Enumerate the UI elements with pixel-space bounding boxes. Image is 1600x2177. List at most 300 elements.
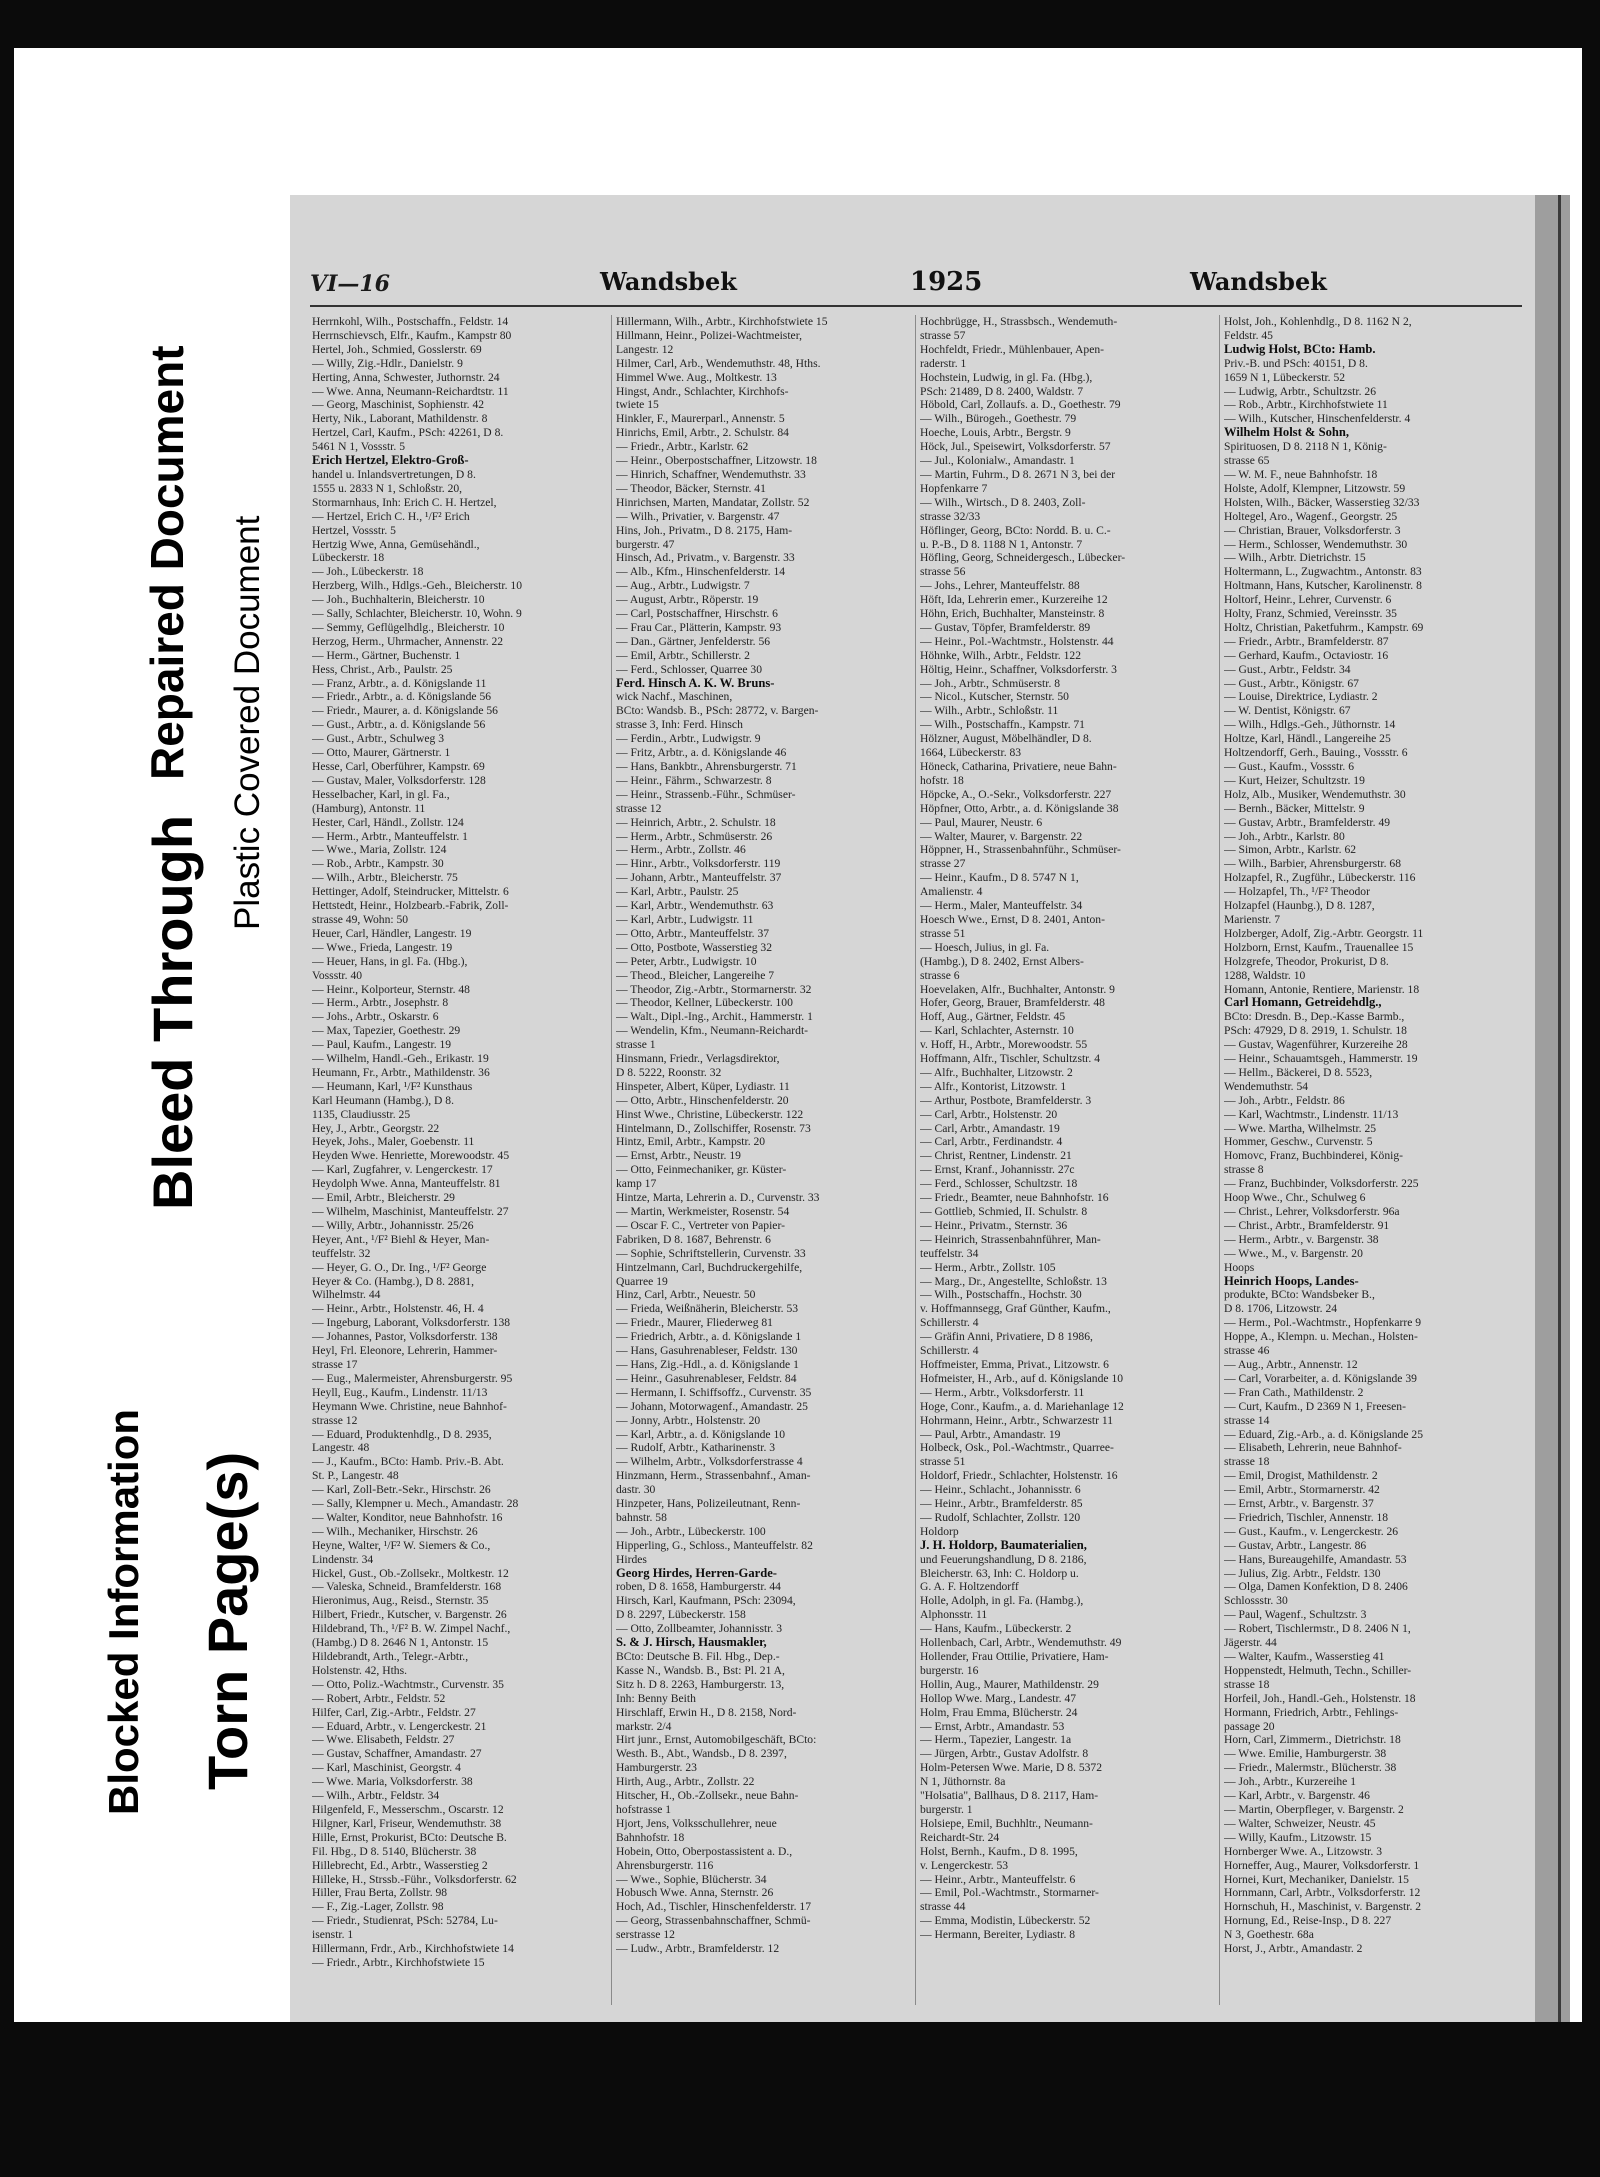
- directory-entry-line: (Hamburg), Antonstr. 11: [312, 801, 426, 815]
- directory-entry-line: — Wilh., Postschaffn., Kampstr. 71: [920, 718, 1085, 732]
- directory-entry-line: Hinrichsen, Marten, Mandatar, Zollstr. 52: [616, 495, 810, 509]
- directory-entry-line: — Jul., Kolonialw., Amandastr. 1: [920, 454, 1075, 468]
- directory-entry-line: — Carl, Arbtr., Holstenstr. 20: [920, 1107, 1058, 1121]
- directory-entry-line: Hille, Ernst, Prokurist, BCto: Deutsche B.: [312, 1830, 507, 1844]
- directory-entry-line: kamp 17: [616, 1177, 657, 1191]
- directory-entry-line: Hoffmann, Alfr., Tischler, Schultzstr. 4: [920, 1052, 1100, 1066]
- directory-entry-line: — Friedr., Arbtr., Kirchhofstwiete 15: [312, 1955, 485, 1969]
- directory-entry-line: Georg Hirdes, Herren-Garde-: [616, 1566, 777, 1580]
- directory-entry-line: — Gottlieb, Schmied, II. Schulstr. 8: [920, 1205, 1088, 1218]
- directory-entry-line: — Otto, Zollbeamter, Johannisstr. 3: [616, 1622, 783, 1636]
- directory-entry-line: Hintzelmann, Carl, Buchdruckergehilfe,: [616, 1260, 803, 1274]
- directory-entry-line: — Karl, Zugfahrer, v. Lengerckestr. 17: [312, 1163, 493, 1177]
- directory-entry-line: — Sally, Klempner u. Mech., Amandastr. 28: [312, 1497, 519, 1511]
- directory-entry-line: Langestr. 12: [616, 342, 674, 356]
- directory-entry-line: Holtegel, Aro., Wagenf., Georgstr. 25: [1224, 509, 1398, 523]
- directory-entry-line: — Herm., Arbtr., Josephstr. 8: [312, 996, 449, 1010]
- directory-entry-line: Hirschlaff, Erwin H., D 8. 2158, Nord-: [616, 1705, 797, 1719]
- directory-entry-line: — Curt, Kaufm., D 2369 N 1, Freesen-: [1224, 1399, 1406, 1413]
- directory-entry-line: Schillerstr. 4: [920, 1344, 979, 1358]
- directory-entry-line: — Ernst, Kranf., Johannisstr. 27c: [920, 1163, 1075, 1177]
- directory-entry-line: — Rob., Arbtr., Kirchhofstwiete 11: [1224, 398, 1388, 412]
- directory-entry-line: — Sophie, Schriftstellerin, Curvenstr. 33: [616, 1246, 806, 1260]
- directory-entry-line: Höhn, Erich, Buchhalter, Mansteinstr. 8: [920, 607, 1105, 621]
- directory-entry-line: strasse 18: [1224, 1677, 1270, 1691]
- directory-entry-line: Herrnkohl, Wilh., Postschaffn., Feldstr. 14: [312, 315, 509, 328]
- directory-entry-line: — Heinr., Arbtr., Holstenstr. 46, H. 4: [312, 1302, 484, 1316]
- directory-entry-line: handel u. Inlandsvertretungen, D 8.: [312, 467, 476, 481]
- directory-entry-line: — Wwe. Anna, Neumann-Reichardtstr. 11: [312, 384, 509, 398]
- directory-entry-line: — Hans, Bureaugehilfe, Amandastr. 53: [1224, 1552, 1407, 1566]
- directory-entry-line: Quarree 19: [616, 1274, 668, 1288]
- directory-entry-line: Höft, Ida, Lehrerin emer., Kurzereihe 12: [920, 593, 1108, 607]
- directory-entry-line: Lübeckerstr. 18: [312, 551, 385, 565]
- column-divider: [611, 315, 612, 2005]
- label-plastic-covered: Plastic Covered Document: [228, 515, 267, 930]
- directory-entry-line: — Hans, Zig.-Hdl., a. d. Königslande 1: [616, 1357, 799, 1371]
- directory-entry-line: Sitz h. D 8. 2263, Hamburgerstr. 13,: [616, 1677, 785, 1691]
- directory-entry-line: Westh. B., Abt., Wandsb., D 8. 2397,: [616, 1747, 787, 1761]
- directory-entry-line: Hilleke, H., Strssb.-Führ., Volksdorferstr. 62: [312, 1872, 517, 1886]
- directory-entry-line: — Karl, Arbtr., a. d. Königslande 10: [616, 1427, 786, 1441]
- directory-entry-line: — Walter, Konditor, neue Bahnhofstr. 16: [312, 1510, 503, 1524]
- directory-entry-line: Hintelmann, D., Zollschiffer, Rosenstr. 73: [616, 1121, 811, 1135]
- directory-entry-line: Hornei, Kurt, Mechaniker, Danielstr. 15: [1224, 1872, 1409, 1886]
- directory-entry-line: — Karl, Wachtmstr., Lindenstr. 11/13: [1224, 1107, 1399, 1121]
- directory-entry-line: burgerstr. 1: [920, 1802, 973, 1816]
- directory-entry-line: strasse 49, Wohn: 50: [312, 912, 409, 926]
- directory-entry-line: Hohrmann, Heinr., Arbtr., Schwarzestr 11: [920, 1413, 1114, 1427]
- directory-entry-line: — Heinrich, Strassenbahnführer, Man-: [920, 1232, 1101, 1246]
- directory-entry-line: Hillmann, Heinr., Polizei-Wachtmeister,: [616, 328, 802, 342]
- directory-entry-line: Schillerstr. 4: [920, 1316, 979, 1330]
- directory-entry-line: Hollenbach, Carl, Arbtr., Wendemuthstr. 49: [920, 1636, 1122, 1650]
- directory-entry-line: — Joh., Arbtr., Feldstr. 86: [1224, 1093, 1345, 1107]
- directory-entry-line: D 8. 2297, Lübeckerstr. 158: [616, 1608, 746, 1622]
- directory-entry-line: — Ludwig, Arbtr., Schultzstr. 26: [1224, 384, 1377, 398]
- directory-entry-line: hofstr. 18: [920, 773, 964, 787]
- page-gutter-shadow: [1535, 195, 1570, 2023]
- directory-entry-line: Lindenstr. 34: [312, 1552, 374, 1566]
- directory-entry-line: (Hambg.) D 8. 2646 N 1, Antonstr. 15: [312, 1636, 489, 1650]
- directory-column-2: [616, 315, 910, 2005]
- directory-entry-line: Kasse N., Wandsb. B., Bst: Pl. 21 A,: [616, 1663, 785, 1677]
- directory-entry-line: Höpcke, A., O.-Sekr., Volksdorferstr. 227: [920, 787, 1112, 801]
- directory-entry-line: — Eug., Malermeister, Ahrensburgerstr. 95: [312, 1371, 513, 1385]
- directory-entry-line: strasse 56: [920, 565, 966, 579]
- directory-entry-line: — Wilhelm, Arbtr., Volksdorferstrasse 4: [616, 1455, 803, 1469]
- directory-entry-line: passage 20: [1224, 1719, 1275, 1733]
- directory-entry-line: Feldstr. 45: [1224, 328, 1273, 342]
- directory-entry-line: 1288, Waldstr. 10: [1224, 968, 1306, 982]
- directory-entry-line: — Karl, Schlachter, Asternstr. 10: [920, 1024, 1074, 1038]
- directory-entry-line: — Rob., Arbtr., Kampstr. 30: [312, 857, 444, 871]
- directory-entry-line: — Alb., Kfm., Hinschenfelderstr. 14: [616, 565, 786, 579]
- directory-entry-line: strasse 8: [1224, 1163, 1264, 1177]
- directory-entry-line: Horst, J., Arbtr., Amandastr. 2: [1224, 1942, 1363, 1956]
- directory-entry-line: — Friedr., Maurer, Fliederweg 81: [616, 1316, 773, 1330]
- directory-entry-line: — Hellm., Bäckerei, D 8. 5523,: [1224, 1065, 1373, 1079]
- directory-entry-line: Horfeil, Joh., Handl.-Geh., Holstenstr. 18: [1224, 1691, 1416, 1705]
- directory-entry-line: Hollin, Aug., Maurer, Mathildenstr. 29: [920, 1677, 1099, 1691]
- column-divider: [915, 315, 916, 2005]
- directory-entry-line: — J., Kaufm., BCto: Hamb. Priv.-B. Abt.: [312, 1455, 504, 1469]
- directory-entry-line: — Joh., Arbtr., Schmüserstr. 8: [920, 676, 1061, 690]
- directory-entry-line: Stormarnhaus, Inh: Erich C. H. Hertzel,: [312, 495, 497, 509]
- directory-entry-line: — Wwe. Elisabeth, Feldstr. 27: [312, 1733, 455, 1747]
- directory-entry-line: Schlossstr. 30: [1224, 1594, 1288, 1608]
- directory-entry-line: — Wendelin, Kfm., Neumann-Reichardt-: [616, 1024, 809, 1038]
- directory-entry-line: Holzapfel, R., Zugführ., Lübeckerstr. 116: [1224, 871, 1416, 885]
- directory-entry-line: — Wilh., Arbtr., Schloßstr. 11: [920, 704, 1059, 718]
- directory-entry-line: wick Nachf., Maschinen,: [616, 690, 733, 704]
- directory-entry-line: — Carl, Vorarbeiter, a. d. Königslande 39: [1224, 1371, 1417, 1385]
- directory-entry-line: — Walt., Dipl.-Ing., Archit., Hammerstr. 1: [616, 1010, 813, 1024]
- directory-entry-line: D 8. 5222, Roonstr. 32: [616, 1065, 722, 1079]
- directory-entry-line: — Otto, Feinmechaniker, gr. Küster-: [616, 1163, 787, 1177]
- directory-entry-line: Hillermann, Frdr., Arb., Kirchhofstwiete 14: [312, 1942, 514, 1956]
- directory-entry-line: — Heinr., Pol.-Wachtmstr., Holstenstr. 44: [920, 634, 1114, 648]
- directory-entry-line: — Ernst, Arbtr., Neustr. 19: [616, 1149, 741, 1163]
- directory-entry-line: — Jonny, Arbtr., Holstenstr. 20: [616, 1413, 761, 1427]
- directory-entry-line: Holzborn, Ernst, Kaufm., Trauenallee 15: [1224, 940, 1414, 954]
- directory-entry-line: — Martin, Werkmeister, Rosenstr. 54: [616, 1205, 790, 1218]
- directory-entry-line: — Wilh., Kutscher, Hinschenfelderstr. 4: [1224, 412, 1411, 426]
- directory-entry-line: Holst, Joh., Kohlenhdlg., D 8. 1162 N 2,: [1224, 315, 1412, 328]
- directory-entry-line: Hinzpeter, Hans, Polizeileutnant, Renn-: [616, 1497, 801, 1511]
- directory-entry-line: — Otto, Postbote, Wasserstieg 32: [616, 940, 773, 954]
- directory-entry-line: — Jürgen, Arbtr., Gustav Adolfstr. 8: [920, 1747, 1089, 1761]
- directory-entry-line: — Johann, Arbtr., Manteuffelstr. 37: [616, 871, 782, 885]
- directory-entry-line: — F., Zig.-Lager, Zollstr. 98: [312, 1900, 444, 1914]
- directory-entry-line: Hofmeister, H., Arb., auf d. Königslande 10: [920, 1371, 1124, 1385]
- directory-entry-line: Holtz, Christian, Paketfuhrm., Kampstr. 69: [1224, 620, 1424, 634]
- directory-entry-line: Hilbert, Friedr., Kutscher, v. Bargenstr. 26: [312, 1608, 507, 1622]
- directory-entry-line: — Friedrich, Tischler, Annenstr. 18: [1224, 1510, 1389, 1524]
- directory-entry-line: Hintz, Emil, Arbtr., Kampstr. 20: [616, 1135, 766, 1149]
- directory-entry-line: — Eduard, Arbtr., v. Lengerckestr. 21: [312, 1719, 487, 1733]
- directory-entry-line: — Emil, Pol.-Wachtmstr., Stormarner-: [920, 1886, 1099, 1900]
- directory-entry-line: — Otto, Arbtr., Manteuffelstr. 37: [616, 926, 770, 940]
- directory-entry-line: — Heinr., Kaufm., D 8. 5747 N 1,: [920, 871, 1079, 885]
- directory-entry-line: strasse 57: [920, 328, 966, 342]
- directory-entry-line: twiete 15: [616, 398, 659, 412]
- directory-column-4: [1224, 315, 1518, 2005]
- directory-entry-line: — Karl, Maschinist, Georgstr. 4: [312, 1761, 461, 1775]
- directory-entry-line: strasse 32/33: [920, 509, 981, 523]
- directory-entry-line: Hinst Wwe., Christine, Lübeckerstr. 122: [616, 1107, 804, 1121]
- directory-entry-line: — Heinr., Strassenb.-Führ., Schmüser-: [616, 787, 796, 801]
- directory-entry-line: Herzog, Herm., Uhrmacher, Annenstr. 22: [312, 634, 504, 648]
- directory-entry-line: D 8. 1706, Litzowstr. 24: [1224, 1302, 1338, 1316]
- directory-entry-line: — Herm., Gärtner, Buchenstr. 1: [312, 648, 461, 662]
- directory-entry-line: — Rudolf, Arbtr., Katharinenstr. 3: [616, 1441, 776, 1455]
- directory-entry-line: — Gust., Arbtr., Königstr. 67: [1224, 676, 1359, 690]
- directory-entry-line: — Christ., Lehrer, Volksdorferstr. 96a: [1224, 1205, 1400, 1218]
- directory-entry-line: Hertel, Joh., Schmied, Gosslerstr. 69: [312, 342, 482, 356]
- directory-entry-line: — Paul, Kaufm., Langestr. 19: [312, 1038, 452, 1052]
- directory-entry-line: Hoop Wwe., Chr., Schulweg 6: [1224, 1191, 1366, 1205]
- directory-entry-line: — Peter, Arbtr., Ludwigstr. 10: [616, 954, 757, 968]
- directory-entry-line: Holste, Adolf, Klempner, Litzowstr. 59: [1224, 481, 1406, 495]
- directory-entry-line: — Sally, Schlachter, Bleicherstr. 10, Wohn. 9: [312, 607, 522, 621]
- directory-entry-line: Hilgner, Karl, Friseur, Wendemuthstr. 38: [312, 1816, 502, 1830]
- directory-entry-line: Holdorp: [920, 1524, 959, 1538]
- directory-entry-line: Hilmer, Carl, Arb., Wendemuthstr. 48, Hths.: [616, 356, 821, 370]
- directory-entry-line: Herzberg, Wilh., Hdlgs.-Geh., Bleicherstr. 10: [312, 579, 523, 593]
- directory-entry-line: Hinsmann, Friedr., Verlagsdirektor,: [616, 1052, 780, 1066]
- directory-entry-line: — Herm., Maler, Manteuffelstr. 34: [920, 899, 1083, 913]
- directory-entry-line: — Karl, Zoll-Betr.-Sekr., Hirschstr. 26: [312, 1483, 491, 1497]
- directory-entry-line: — Emil, Arbtr., Schillerstr. 2: [616, 648, 750, 662]
- directory-entry-line: strasse 27: [920, 857, 966, 871]
- directory-entry-line: — Heinr., Gasuhrenableser, Feldstr. 84: [616, 1371, 797, 1385]
- directory-entry-line: Hingst, Andr., Schlachter, Kirchhofs-: [616, 384, 789, 398]
- directory-entry-line: — W. Dentist, Königstr. 67: [1224, 704, 1351, 718]
- page-header: [310, 265, 1522, 307]
- directory-entry-line: Hiller, Frau Berta, Zollstr. 98: [312, 1886, 448, 1900]
- directory-entry-line: — Kurt, Heizer, Schultzstr. 19: [1224, 773, 1365, 787]
- directory-entry-line: — Max, Tapezier, Goethestr. 29: [312, 1024, 461, 1038]
- directory-entry-line: Hertzig Wwe, Anna, Gemüsehändl.,: [312, 537, 480, 551]
- directory-entry-line: Heyer & Co. (Hambg.), D 8. 2881,: [312, 1274, 474, 1288]
- directory-entry-line: — Wwe., Frieda, Langestr. 19: [312, 940, 453, 954]
- directory-entry-line: — Hinr., Arbtr., Volksdorferstr. 119: [616, 857, 781, 871]
- directory-entry-line: strasse 46: [1224, 1344, 1270, 1358]
- directory-entry-line: strasse 44: [920, 1900, 966, 1914]
- directory-entry-line: — Joh., Lübeckerstr. 18: [312, 565, 424, 579]
- directory-entry-line: Erich Hertzel, Elektro-Groß-: [312, 454, 469, 468]
- directory-entry-line: N 1, Jüthornstr. 8a: [920, 1775, 1006, 1789]
- scan-border-bottom: [0, 2022, 1600, 2177]
- directory-entry-line: — Willy, Kaufm., Litzowstr. 15: [1224, 1830, 1372, 1844]
- directory-entry-line: Homann, Antonie, Rentiere, Marienstr. 18: [1224, 982, 1420, 996]
- directory-entry-line: Hoops: [1224, 1260, 1255, 1274]
- directory-entry-line: Hettinger, Adolf, Steindrucker, Mittelstr. 6: [312, 885, 509, 899]
- directory-entry-line: burgerstr. 47: [616, 537, 675, 551]
- directory-entry-line: — Gustav, Arbtr., Bramfelderstr. 49: [1224, 815, 1391, 829]
- directory-entry-line: — Christ., Arbtr., Bramfelderstr. 91: [1224, 1218, 1390, 1232]
- directory-entry-line: Herting, Anna, Schwester, Juthornstr. 24: [312, 370, 500, 384]
- directory-entry-line: Holtmann, Hans, Kutscher, Karolinenstr. 8: [1224, 579, 1422, 593]
- directory-entry-line: — Wilh., Privatier, v. Bargenstr. 47: [616, 509, 780, 523]
- directory-entry-line: — Fran Cath., Mathildenstr. 2: [1224, 1385, 1364, 1399]
- directory-entry-line: — Franz, Arbtr., a. d. Königslande 11: [312, 676, 487, 690]
- directory-entry-line: Höflinger, Georg, BCto: Nordd. B. u. C.-: [920, 523, 1111, 537]
- directory-entry-line: Holle, Adolph, in gl. Fa. (Hambg.),: [920, 1594, 1084, 1608]
- directory-entry-line: Hickel, Gust., Ob.-Zollsekr., Moltkestr. 12: [312, 1566, 509, 1580]
- directory-entry-line: Hoeche, Louis, Arbtr., Bergstr. 9: [920, 426, 1071, 440]
- directory-entry-line: Hesselbacher, Karl, in gl. Fa.,: [312, 787, 450, 801]
- directory-entry-line: — Wwe., M., v. Bargenstr. 20: [1224, 1246, 1363, 1260]
- directory-entry-line: BCto: Deutsche B. Fil. Hbg., Dep.-: [616, 1650, 780, 1663]
- directory-entry-line: Hintze, Marta, Lehrerin a. D., Curvenstr. 33: [616, 1191, 820, 1205]
- directory-entry-line: — Paul, Wagenf., Schultzstr. 3: [1224, 1608, 1367, 1622]
- directory-entry-line: — Gräfin Anni, Privatiere, D 8 1986,: [920, 1330, 1093, 1344]
- directory-entry-line: — Christian, Brauer, Volksdorferstr. 3: [1224, 523, 1401, 537]
- directory-entry-line: S. & J. Hirsch, Hausmakler,: [616, 1636, 767, 1650]
- directory-entry-line: 1135, Claudiusstr. 25: [312, 1107, 411, 1121]
- directory-entry-line: — Hans, Kaufm., Lübeckerstr. 2: [920, 1622, 1072, 1636]
- directory-entry-line: — Emil, Drogist, Mathildenstr. 2: [1224, 1469, 1378, 1483]
- directory-entry-line: — Wwe. Martha, Wilhelmstr. 25: [1224, 1121, 1377, 1135]
- directory-entry-line: — Karl, Arbtr., Ludwigstr. 11: [616, 912, 754, 926]
- directory-entry-line: — Walter, Kaufm., Wasserstieg 41: [1224, 1650, 1385, 1663]
- directory-entry-line: Holtorf, Heinr., Lehrer, Curvenstr. 6: [1224, 593, 1392, 607]
- directory-entry-line: — Aug., Arbtr., Annenstr. 12: [1224, 1357, 1358, 1371]
- directory-entry-line: Hoesch Wwe., Ernst, D 8. 2401, Anton-: [920, 912, 1105, 926]
- directory-entry-line: Hirdes: [616, 1552, 647, 1566]
- directory-entry-line: — Paul, Arbtr., Amandastr. 19: [920, 1427, 1061, 1441]
- directory-entry-line: — Julius, Zig. Arbtr., Feldstr. 130: [1224, 1566, 1381, 1580]
- directory-entry-line: Heyll, Eug., Kaufm., Lindenstr. 11/13: [312, 1385, 488, 1399]
- directory-entry-line: Heymann Wwe. Christine, neue Bahnhof-: [312, 1399, 507, 1413]
- directory-entry-line: Ahrensburgerstr. 116: [616, 1858, 714, 1872]
- directory-entry-line: Hertzel, Carl, Kaufm., PSch: 42261, D 8.: [312, 426, 504, 440]
- directory-entry-line: Priv.-B. und PSch: 40151, D 8.: [1224, 356, 1368, 370]
- directory-entry-line: N 3, Goethestr. 68a: [1224, 1928, 1314, 1942]
- directory-entry-line: Hornberger Wwe. A., Litzowstr. 3: [1224, 1844, 1382, 1858]
- directory-entry-line: Hoffmeister, Emma, Privat., Litzowstr. 6: [920, 1357, 1109, 1371]
- directory-entry-line: — Otto, Arbtr., Hinschenfelderstr. 20: [616, 1093, 789, 1107]
- directory-entry-line: — August, Arbtr., Röperstr. 19: [616, 593, 759, 607]
- directory-entry-line: Fabriken, D 8. 1687, Behrenstr. 6: [616, 1232, 771, 1246]
- directory-entry-line: Hobusch Wwe. Anna, Sternstr. 26: [616, 1886, 774, 1900]
- directory-entry-line: Höpfner, Otto, Arbtr., a. d. Königslande 38: [920, 801, 1119, 815]
- directory-entry-line: Hillebrecht, Ed., Arbtr., Wasserstieg 2: [312, 1858, 488, 1872]
- directory-entry-line: Hieronimus, Aug., Reisd., Sternstr. 35: [312, 1594, 489, 1608]
- directory-entry-line: — Wwe. Maria, Volksdorferstr. 38: [312, 1775, 473, 1789]
- directory-entry-line: — Theodor, Zig.-Arbtr., Stormarnerstr. 32: [616, 982, 812, 996]
- directory-entry-line: — Willy, Zig.-Hdlr., Danielstr. 9: [312, 356, 463, 370]
- directory-entry-line: Wilhelm Holst & Sohn,: [1224, 426, 1350, 440]
- directory-entry-line: — Carl, Postschaffner, Hirschstr. 6: [616, 607, 778, 621]
- directory-entry-line: Holm-Petersen Wwe. Marie, D 8. 5372: [920, 1761, 1103, 1775]
- directory-entry-line: Hochstein, Ludwig, in gl. Fa. (Hbg.),: [920, 370, 1093, 384]
- header-left-title: Wandsbek: [600, 267, 737, 296]
- directory-entry-line: — Theodor, Bäcker, Sternstr. 41: [616, 481, 766, 495]
- directory-entry-line: PSch: 47929, D 8. 2919, 1. Schulstr. 18: [1224, 1024, 1407, 1038]
- directory-entry-line: Heinrich Hoops, Landes-: [1224, 1274, 1359, 1288]
- directory-entry-line: Hopfenkarre 7: [920, 481, 988, 495]
- directory-entry-line: Höbold, Carl, Zollaufs. a. D., Goethestr. 79: [920, 398, 1121, 412]
- directory-entry-line: Fil. Hbg., D 8. 5140, Blücherstr. 38: [312, 1844, 477, 1858]
- directory-entry-line: — Bernh., Bäcker, Mittelstr. 9: [1224, 801, 1365, 815]
- directory-entry-line: Wendemuthstr. 54: [1224, 1079, 1309, 1093]
- directory-entry-line: Hinz, Carl, Arbtr., Neuestr. 50: [616, 1288, 756, 1302]
- directory-entry-line: — Herm., Arbtr., Manteuffelstr. 1: [312, 829, 468, 843]
- directory-entry-line: Horneffer, Aug., Maurer, Volksdorferstr. 1: [1224, 1858, 1420, 1872]
- directory-entry-line: — Heinrich, Arbtr., 2. Schulstr. 18: [616, 815, 776, 829]
- directory-entry-line: Heyl, Frl. Eleonore, Lehrerin, Hammer-: [312, 1344, 498, 1358]
- directory-entry-line: — Arthur, Postbote, Bramfelderstr. 3: [920, 1093, 1092, 1107]
- directory-entry-line: — Nicol., Kutscher, Sternstr. 50: [920, 690, 1069, 704]
- directory-entry-line: BCto: Wandsb. B., PSch: 28772, v. Bargen-: [616, 704, 819, 718]
- directory-entry-line: — Hertzel, Erich C. H., ¹/F² Erich: [312, 509, 470, 523]
- scanned-page: [290, 195, 1570, 2023]
- directory-entry-line: Heyek, Johs., Maler, Goebenstr. 11: [312, 1135, 475, 1149]
- directory-entry-line: Holzapfel (Haunbg.), D 8. 1287,: [1224, 899, 1375, 913]
- directory-entry-line: Marienstr. 7: [1224, 912, 1281, 926]
- directory-entry-line: — Robert, Arbtr., Feldstr. 52: [312, 1691, 446, 1705]
- directory-entry-line: Holzberger, Adolf, Zig.-Arbtr. Georgstr. 11: [1224, 926, 1424, 940]
- directory-entry-line: Hildebrandt, Arth., Telegr.-Arbtr.,: [312, 1650, 469, 1663]
- directory-entry-line: — Herm., Arbtr., Zollstr. 46: [616, 843, 746, 857]
- directory-entry-line: — Martin, Oberpfleger, v. Bargenstr. 2: [1224, 1802, 1404, 1816]
- directory-entry-line: Karl Heumann (Hambg.), D 8.: [312, 1093, 454, 1107]
- directory-entry-line: — Eduard, Produktenhdlg., D 8. 2935,: [312, 1427, 492, 1441]
- directory-entry-line: Holst, Bernh., Kaufm., D 8. 1995,: [920, 1844, 1078, 1858]
- directory-entry-line: Hester, Carl, Händl., Zollstr. 124: [312, 815, 464, 829]
- directory-entry-line: — Wilhelm, Maschinist, Manteuffelstr. 27: [312, 1205, 509, 1218]
- directory-entry-line: — Joh., Arbtr., Karlstr. 80: [1224, 829, 1345, 843]
- directory-entry-line: Höltig, Heinr., Schaffner, Volksdorferstr. 3: [920, 662, 1117, 676]
- directory-entry-line: Hornmann, Carl, Arbtr., Volksdorferstr. 12: [1224, 1886, 1421, 1900]
- directory-entry-line: — Gustav, Wagenführer, Kurzereihe 28: [1224, 1038, 1408, 1052]
- directory-entry-line: Hilfer, Carl, Zig.-Arbtr., Feldstr. 27: [312, 1705, 476, 1719]
- directory-entry-line: Heumann, Fr., Arbtr., Mathildenstr. 36: [312, 1065, 490, 1079]
- directory-entry-line: Hobein, Otto, Oberpostassistent a. D.,: [616, 1844, 793, 1858]
- directory-entry-line: — Otto, Maurer, Gärtnerstr. 1: [312, 746, 451, 760]
- directory-entry-line: Hins, Joh., Privatm., D 8. 2175, Ham-: [616, 523, 793, 537]
- directory-entry-line: serstrasse 12: [616, 1928, 675, 1942]
- directory-entry-line: Holsiepe, Emil, Buchhltr., Neumann-: [920, 1816, 1093, 1830]
- directory-entry-line: Hoge, Conr., Kaufm., a. d. Mariehanlage 12: [920, 1399, 1124, 1413]
- directory-entry-line: — Ferd., Schlosser, Schultzstr. 18: [920, 1177, 1078, 1191]
- directory-entry-line: — Hermann, Bereiter, Lydiastr. 8: [920, 1928, 1076, 1942]
- directory-entry-line: Hinspeter, Albert, Küper, Lydiastr. 11: [616, 1079, 790, 1093]
- header-year: 1925: [910, 267, 983, 297]
- directory-entry-line: — Theodor, Kellner, Lübeckerstr. 100: [616, 996, 793, 1010]
- directory-entry-line: 1664, Lübeckerstr. 83: [920, 746, 1022, 760]
- directory-entry-line: Wilhelmstr. 44: [312, 1288, 381, 1302]
- directory-entry-line: — Ernst, Arbtr., v. Bargenstr. 37: [1224, 1497, 1374, 1511]
- directory-entry-line: — Friedr., Arbtr., Karlstr. 62: [616, 440, 749, 454]
- directory-entry-line: Höck, Jul., Speisewirt, Volksdorferstr. 57: [920, 440, 1111, 454]
- directory-entry-line: — Georg, Strassenbahnschaffner, Schmü-: [616, 1914, 811, 1928]
- directory-entry-line: Heydolph Wwe. Anna, Manteuffelstr. 81: [312, 1177, 501, 1191]
- directory-entry-line: — Emma, Modistin, Lübeckerstr. 52: [920, 1914, 1091, 1928]
- directory-entry-line: — Louise, Direktrice, Lydiastr. 2: [1224, 690, 1378, 704]
- directory-entry-line: — Gust., Arbtr., a. d. Königslande 56: [312, 718, 486, 732]
- directory-entry-line: — Heumann, Karl, ¹/F² Kunsthaus: [312, 1079, 473, 1093]
- directory-entry-line: Höneck, Catharina, Privatiere, neue Bahn-: [920, 760, 1117, 773]
- directory-entry-line: — Herm., Arbtr., Zollstr. 105: [920, 1260, 1056, 1274]
- directory-entry-line: — Heinr., Privatm., Sternstr. 36: [920, 1218, 1068, 1232]
- directory-entry-line: — Wilh., Arbtr., Feldstr. 34: [312, 1789, 440, 1803]
- directory-entry-line: — Karl, Arbtr., v. Bargenstr. 46: [1224, 1789, 1370, 1803]
- column-divider: [1219, 315, 1220, 2005]
- directory-entry-line: — Georg, Maschinist, Sophienstr. 42: [312, 398, 485, 412]
- directory-entry-line: Hinzmann, Herm., Strassenbahnf., Aman-: [616, 1469, 811, 1483]
- directory-entry-line: Hirth, Aug., Arbtr., Zollstr. 22: [616, 1775, 755, 1789]
- directory-entry-line: Hofer, Georg, Brauer, Bramfelderstr. 48: [920, 996, 1105, 1010]
- directory-column-1: [312, 315, 606, 2005]
- directory-entry-line: — Holzapfel, Th., ¹/F² Theodor: [1224, 885, 1370, 899]
- directory-entry-line: v. Hoff, H., Arbtr., Morewoodstr. 55: [920, 1038, 1088, 1052]
- scan-border-left: [0, 0, 14, 2177]
- directory-entry-line: — Heinr., Kolporteur, Sternstr. 48: [312, 982, 470, 996]
- directory-entry-line: — Ernst, Arbtr., Amandastr. 53: [920, 1719, 1065, 1733]
- directory-entry-line: — Heinr., Schlacht., Johannisstr. 6: [920, 1483, 1081, 1497]
- directory-entry-line: — Gustav, Schaffner, Amandastr. 27: [312, 1747, 482, 1761]
- directory-entry-line: Hillermann, Wilh., Arbtr., Kirchhofstwiete 15: [616, 315, 828, 328]
- directory-entry-line: — Wilh., Bürogeh., Goethestr. 79: [920, 412, 1077, 426]
- directory-entry-line: — Gust., Kaufm., v. Lengerckestr. 26: [1224, 1524, 1399, 1538]
- directory-entry-line: — Joh., Arbtr., Lübeckerstr. 100: [616, 1524, 766, 1538]
- directory-entry-line: — Wilh., Arbtr. Dietrichstr. 15: [1224, 551, 1366, 565]
- directory-entry-line: Hollop Wwe. Marg., Landestr. 47: [920, 1691, 1077, 1705]
